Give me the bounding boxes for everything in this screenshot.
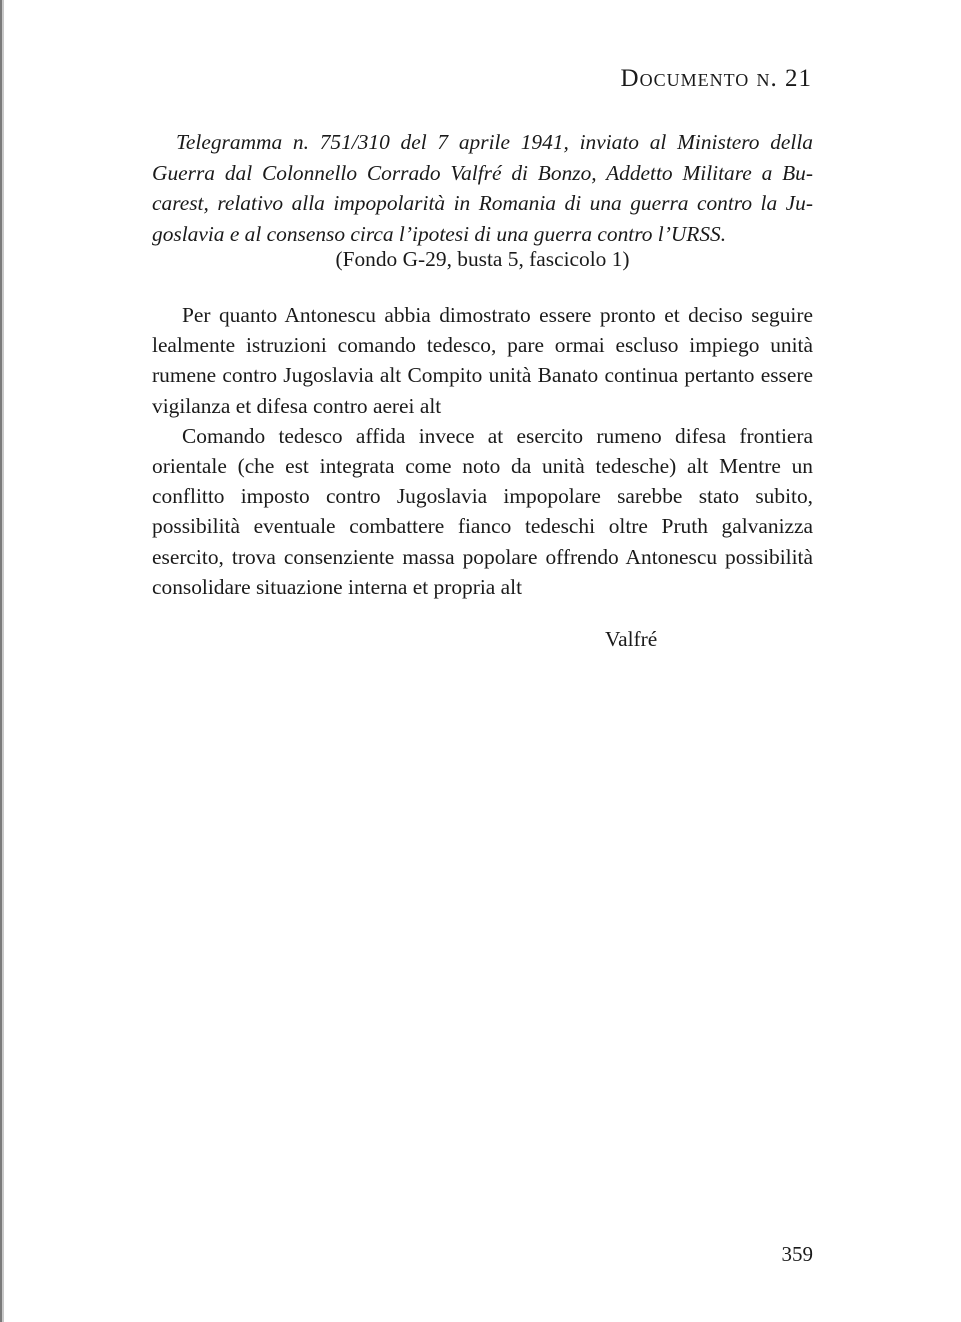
page-edge-gutter bbox=[2, 0, 4, 1322]
page-number: 359 bbox=[781, 1242, 813, 1266]
telegram-body bbox=[152, 300, 813, 602]
telegram-paragraph-1: Per quanto Antonescu abbia dimostrato essere pronto et deciso seguire lealmente istruzioni comando tedesco, pare ormai escluso impiego unità rumene contro Jugoslavia alt Compito unità Banato continua pertanto essere vigilanza et difesa contro aerei alt bbox=[152, 303, 813, 418]
summary-line-4: goslavia e al consenso circa l’ipotesi di una guerra contro l’URSS. bbox=[152, 221, 727, 246]
document-summary bbox=[152, 127, 813, 249]
archive-source: (Fondo G-29, busta 5, fascicolo 1) bbox=[335, 247, 630, 271]
summary-line-1: Telegramma n. 751/310 del 7 aprile 1941, inviato al Ministero della bbox=[176, 130, 813, 154]
running-head: Documento n. 21 bbox=[620, 65, 812, 92]
telegram-paragraph-2: Comando tedesco affida invece at esercito rumeno difesa frontiera orientale (che est integrata come noto da unità tedesche) alt Mentre un conflitto imposto contro Jugoslavia impopolare sarebbe stato subito, possibilità eventuale combattere fianco tedeschi oltre Pruth galvanizza esercito, trova consenziente massa popolare offrendo Antonescu possibilità consolidare situazione interna et propria alt bbox=[152, 423, 813, 599]
summary-line-2: Guerra dal Colonnello Corrado Valfré di Bonzo, Addetto Militare a Bu- bbox=[152, 160, 813, 185]
signature: Valfré bbox=[605, 627, 658, 651]
summary-line-3: carest, relativo alla impopolarità in Romania di una guerra contro la Ju- bbox=[152, 191, 813, 215]
